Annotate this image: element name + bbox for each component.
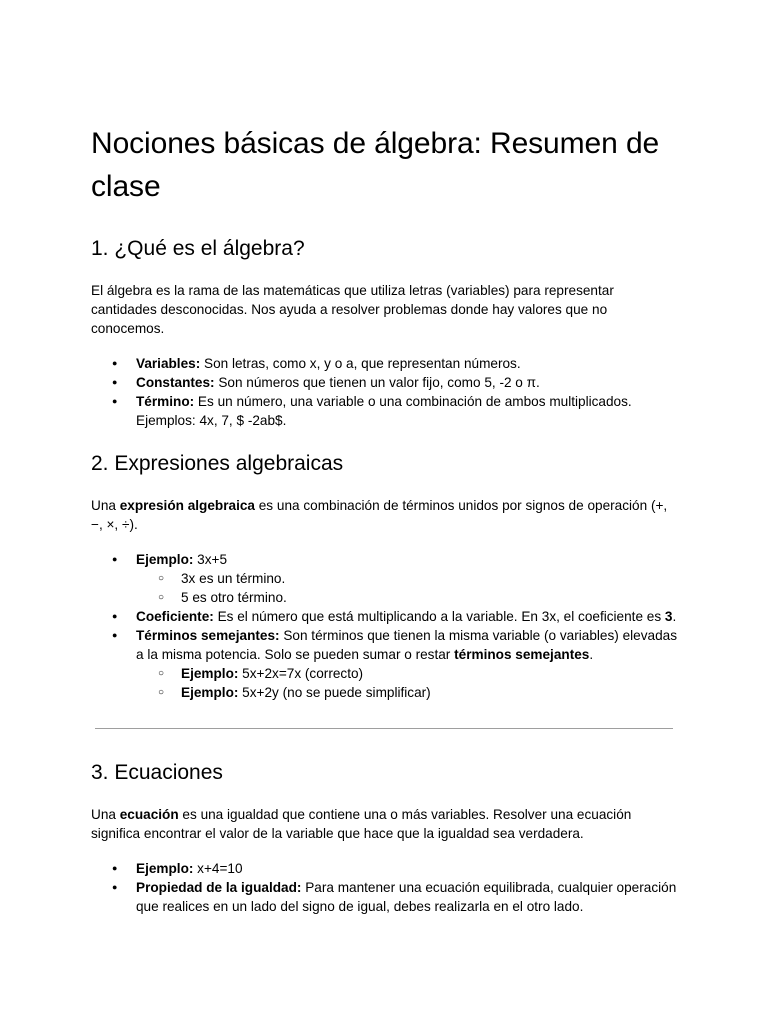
item-text: 3x+5 (193, 552, 228, 567)
section-heading: 3. Ecuaciones (91, 761, 223, 784)
sub-list-item: ○ 3x es un término. (136, 569, 677, 588)
horizontal-divider (95, 728, 673, 729)
sub-list (136, 664, 677, 702)
item-text: . (589, 647, 594, 662)
page-title: Nociones básicas de álgebra: Resumen de clase (91, 127, 660, 203)
list-item (91, 878, 677, 916)
section-intro: El álgebra es la rama de las matemáticas que utiliza letras (variables) para representar cantidades desconocidas. Nos ayuda a resolver problemas donde hay valores que no conocemos. (91, 283, 614, 336)
item-text: 5x+2x=7x (correcto) (238, 666, 364, 681)
sub-list-item: ○ 5 es otro término. (136, 588, 677, 607)
section-intro (91, 496, 677, 534)
item-label: Variables: (136, 356, 201, 371)
intro-text: Una (91, 807, 120, 822)
item-text: Son números que tienen un valor fijo, como 5, -2 o π. (214, 375, 540, 390)
sub-list-item (136, 664, 677, 683)
definitions-list (91, 354, 677, 430)
section-heading: 2. Expresiones algebraicas (91, 452, 344, 475)
item-text: x+4=10 (193, 861, 243, 876)
list-item (91, 626, 677, 702)
intro-term: expresión algebraica (119, 498, 255, 513)
section-intro (91, 805, 677, 843)
item-label: Constantes: (136, 375, 215, 390)
list-item (91, 373, 677, 392)
list-item (91, 859, 677, 878)
intro-text: es una combinación de términos unidos por signos de operación (+, −, ×, ÷). (91, 498, 668, 532)
item-text: Para mantener una ecuación equilibrada, cualquier operación que realices en un lado del signo de igual, debes realizarla en el otro lado. (136, 880, 677, 914)
section-expresiones (91, 450, 677, 702)
item-label: Coeficiente: (136, 609, 214, 624)
sub-list (136, 569, 677, 607)
item-label: Ejemplo: (136, 552, 194, 567)
intro-text: Una (91, 498, 120, 513)
list-item (91, 392, 677, 430)
item-text: Es el número que está multiplicando a la variable. En 3x, el coeficiente es (213, 609, 665, 624)
list-item (91, 354, 677, 373)
section-heading: 1. ¿Qué es el álgebra? (91, 237, 305, 260)
item-label: Propiedad de la igualdad: (136, 880, 302, 895)
item-label: Términos semejantes: (136, 628, 280, 643)
item-text: . (672, 609, 677, 624)
item-text: Son letras, como x, y o a, que representan números. (200, 356, 521, 371)
list-item (91, 607, 677, 626)
section-que-es-algebra (91, 235, 677, 430)
intro-text: es una igualdad que contiene una o más variables. Resolver una ecuación significa encontrar el valor de la variable que hace que la igualdad sea verdadera. (91, 807, 632, 841)
item-emphasis: 3 (664, 609, 673, 624)
item-label: Ejemplo: (136, 861, 194, 876)
item-label: Ejemplo: (181, 666, 239, 681)
item-text: Son términos que tienen la misma variable (o variables) elevadas a la misma potencia. Solo se pueden sumar o restar (136, 628, 677, 662)
list-item (91, 550, 677, 607)
intro-term: ecuación (119, 807, 179, 822)
item-emphasis: términos semejantes (454, 647, 590, 662)
concepts-list (91, 550, 677, 702)
item-label: Ejemplo: (181, 685, 239, 700)
item-text: 5x+2y (no se puede simplificar) (238, 685, 431, 700)
item-text: Es un número, una variable o una combinación de ambos multiplicados. Ejemplos: 4x, 7, $ -2ab$. (136, 394, 632, 428)
item-label: Término: (136, 394, 195, 409)
sub-list-item (136, 683, 677, 702)
equations-list (91, 859, 677, 916)
section-ecuaciones (91, 759, 677, 916)
